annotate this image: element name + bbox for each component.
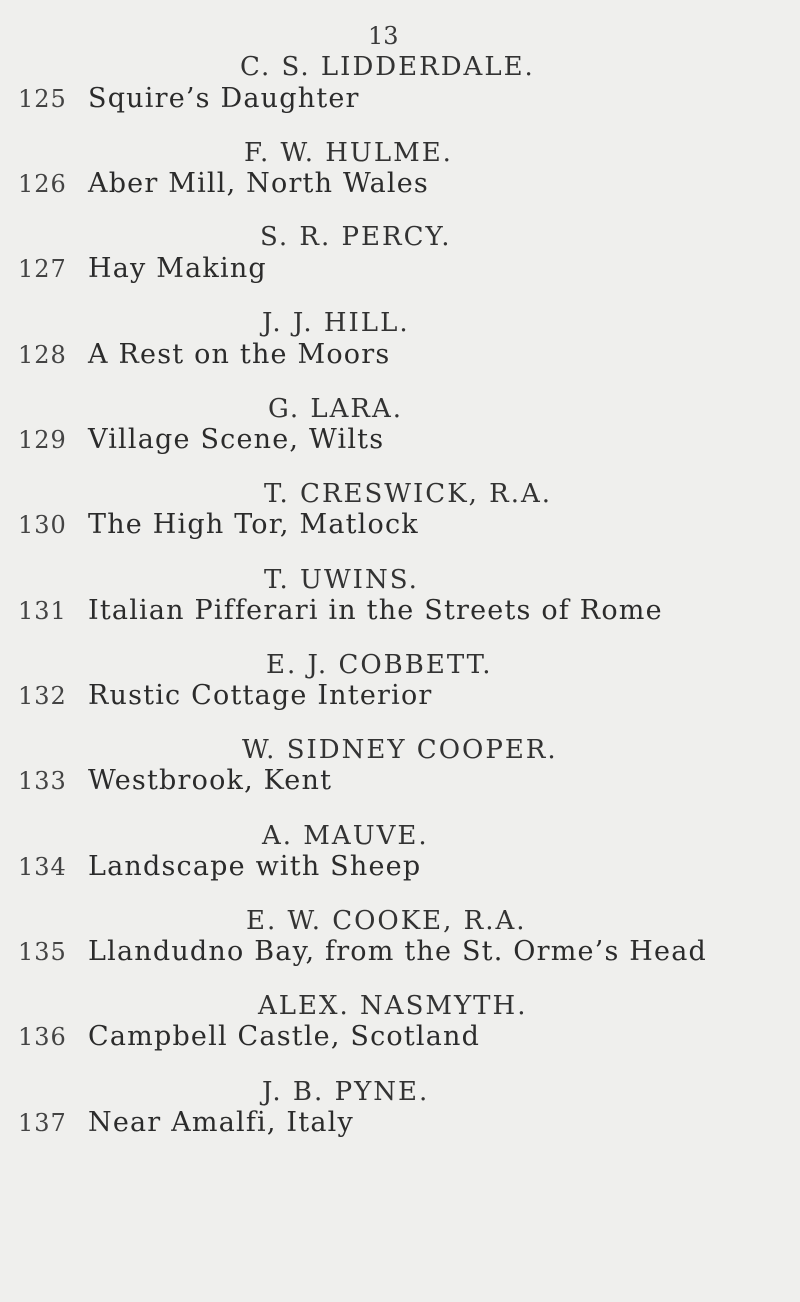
artwork-title: Llandudno Bay, from the St. Orme’s Head	[88, 936, 708, 967]
artwork-title: Hay Making	[88, 253, 267, 284]
entry-number: 134	[18, 853, 67, 881]
artist-name: E. J. COBBETT.	[266, 650, 493, 680]
artwork-title: Squire’s Daughter	[88, 83, 360, 114]
entry-number: 136	[18, 1023, 67, 1051]
entry-number: 129	[18, 426, 67, 454]
artist-name: C. S. LIDDERDALE.	[240, 52, 535, 82]
artwork-title: Near Amalfi, Italy	[88, 1107, 354, 1138]
artwork-title: Village Scene, Wilts	[88, 424, 385, 455]
artist-name: G. LARA.	[268, 394, 404, 424]
artist-name: A. MAUVE.	[262, 821, 429, 851]
artwork-title: Landscape with Sheep	[88, 851, 422, 882]
artwork-title: Aber Mill, North Wales	[88, 168, 429, 199]
artist-name: J. J. HILL.	[262, 308, 410, 338]
artwork-title: Italian Pifferari in the Streets of Rome	[88, 595, 663, 626]
artist-name: J. B. PYNE.	[262, 1077, 430, 1107]
artist-name: F. W. HULME.	[244, 138, 453, 168]
entry-number: 125	[18, 85, 67, 113]
artwork-title: The High Tor, Matlock	[88, 509, 419, 540]
artwork-title: Campbell Castle, Scotland	[88, 1021, 481, 1052]
artwork-title: A Rest on the Moors	[88, 339, 391, 370]
artist-name: T. UWINS.	[264, 565, 419, 595]
entry-number: 127	[18, 255, 67, 283]
entry-number: 132	[18, 682, 67, 710]
artist-name: E. W. COOKE, R.A.	[246, 906, 527, 936]
entry-number: 137	[18, 1109, 67, 1137]
artwork-title: Westbrook, Kent	[88, 765, 333, 796]
entry-number: 128	[18, 341, 67, 369]
artist-name: T. CRESWICK, R.A.	[264, 479, 553, 509]
page-number: 13	[368, 22, 399, 50]
artist-name: W. SIDNEY COOPER.	[242, 735, 558, 765]
entry-number: 131	[18, 597, 67, 625]
artist-name: ALEX. NASMYTH.	[258, 991, 528, 1021]
entry-number: 135	[18, 938, 67, 966]
artist-name: S. R. PERCY.	[260, 222, 452, 252]
artwork-title: Rustic Cottage Interior	[88, 680, 433, 711]
entry-number: 130	[18, 511, 67, 539]
entry-number: 133	[18, 767, 67, 795]
entry-number: 126	[18, 170, 67, 198]
